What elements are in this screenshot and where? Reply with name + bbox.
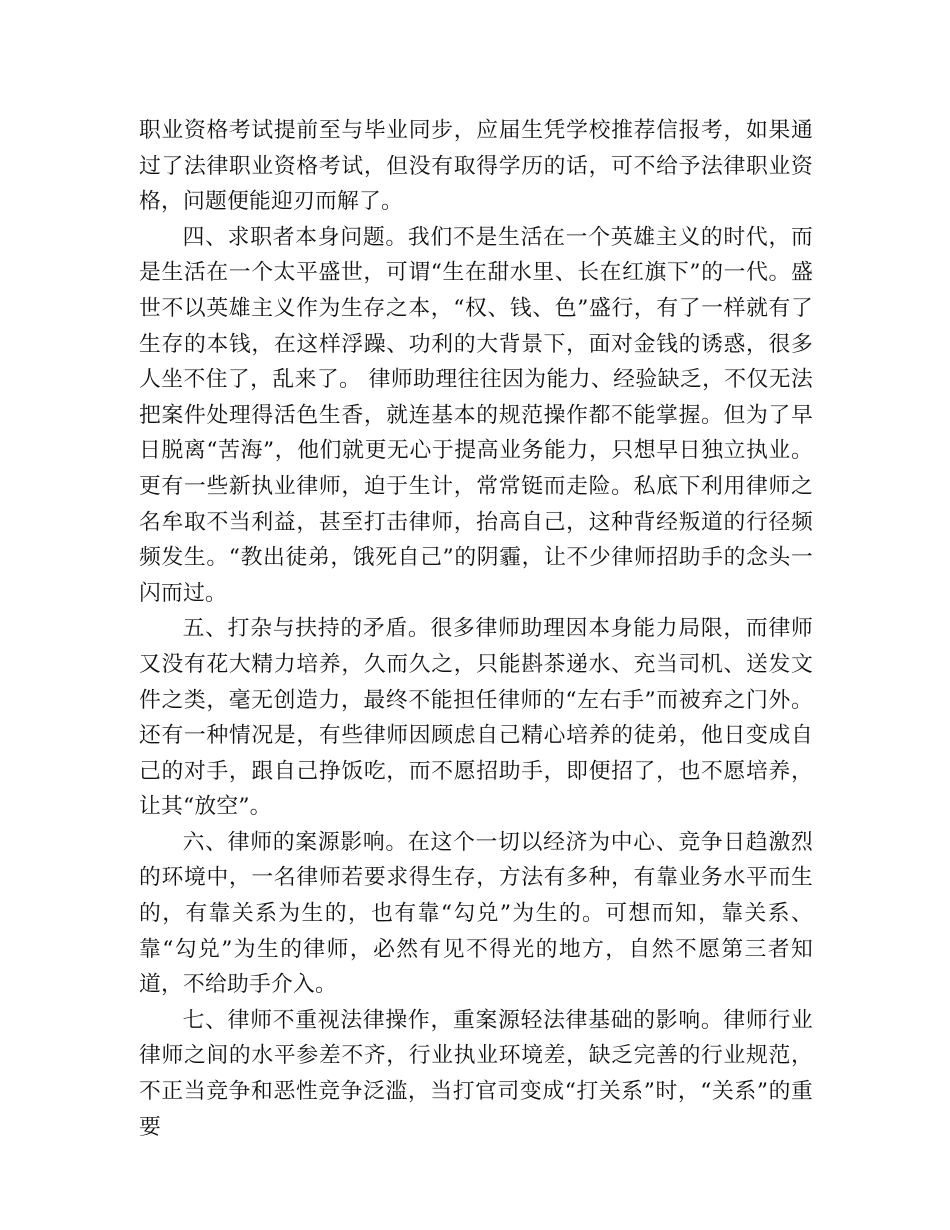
paragraph-legal-operation-neglect: 七、律师不重视法律操作，重案源轻法律基础的影响。律师行业律师之间的水平参差不齐，行业执业环境差，缺乏完善的行业规范，不正当竞争和恶性竞争泛滥，当打官司变成“打关系”时，“关系”的重要 <box>139 1007 813 1140</box>
paragraph-job-seeker-issues: 四、求职者本身问题。我们不是生活在一个英雄主义的时代，而是生活在一个太平盛世，可谓“生在甜水里、长在红旗下”的一代。盛世不以英雄主义作为生存之本，“权、钱、色”盛行，有了一样就有了生存的本钱，在这样浮躁、功利的大背景下，面对金钱的诱惑，很多人坐不住了，乱来了。 律师助理往往因为能力、经验缺乏，不仅无法把案件处理得活色生香，就连基本的规范操作都不能掌握。但为了早日脱离“苦海”，他们就更无心于提高业务能力，只想早日独立执业。更有一些新执业律师，迫于生计，常常铤而走险。私底下利用律师之名牟取不当利益，甚至打击律师，抬高自己，这种背经叛道的行径频频发生。“教出徒弟，饿死自己”的阴霾，让不少律师招助手的念头一闪而过。 <box>139 224 813 606</box>
paragraph-chores-vs-support: 五、打杂与扶持的矛盾。很多律师助理因本身能力局限，而律师又没有花大精力培养，久而久之，只能斟茶递水、充当司机、送发文件之类，毫无创造力，最终不能担任律师的“左右手”而被弃之门外。还有一种情况是，有些律师因顾虑自己精心培养的徒弟，他日变成自己的对手，跟自己挣饭吃，而不愿招助手，即便招了，也不愿培养，让其“放空”。 <box>139 616 813 820</box>
paragraph-continuation: 职业资格考试提前至与毕业同步，应届生凭学校推荐信报考，如果通过了法律职业资格考试，但没有取得学历的话，可不给予法律职业资格，问题便能迎刃而解了。 <box>139 118 813 215</box>
paragraph-case-source-impact: 六、律师的案源影响。在这个一切以经济为中心、竞争日趋激烈的环境中，一名律师若要求得生存，方法有多种，有靠业务水平而生的，有靠关系为生的，也有靠“勾兑”为生的。可想而知，靠关系、靠“勾兑”为生的律师，必然有见不得光的地方，自然不愿第三者知道，不给助手介入。 <box>139 829 813 998</box>
document-page <box>139 113 813 1145</box>
